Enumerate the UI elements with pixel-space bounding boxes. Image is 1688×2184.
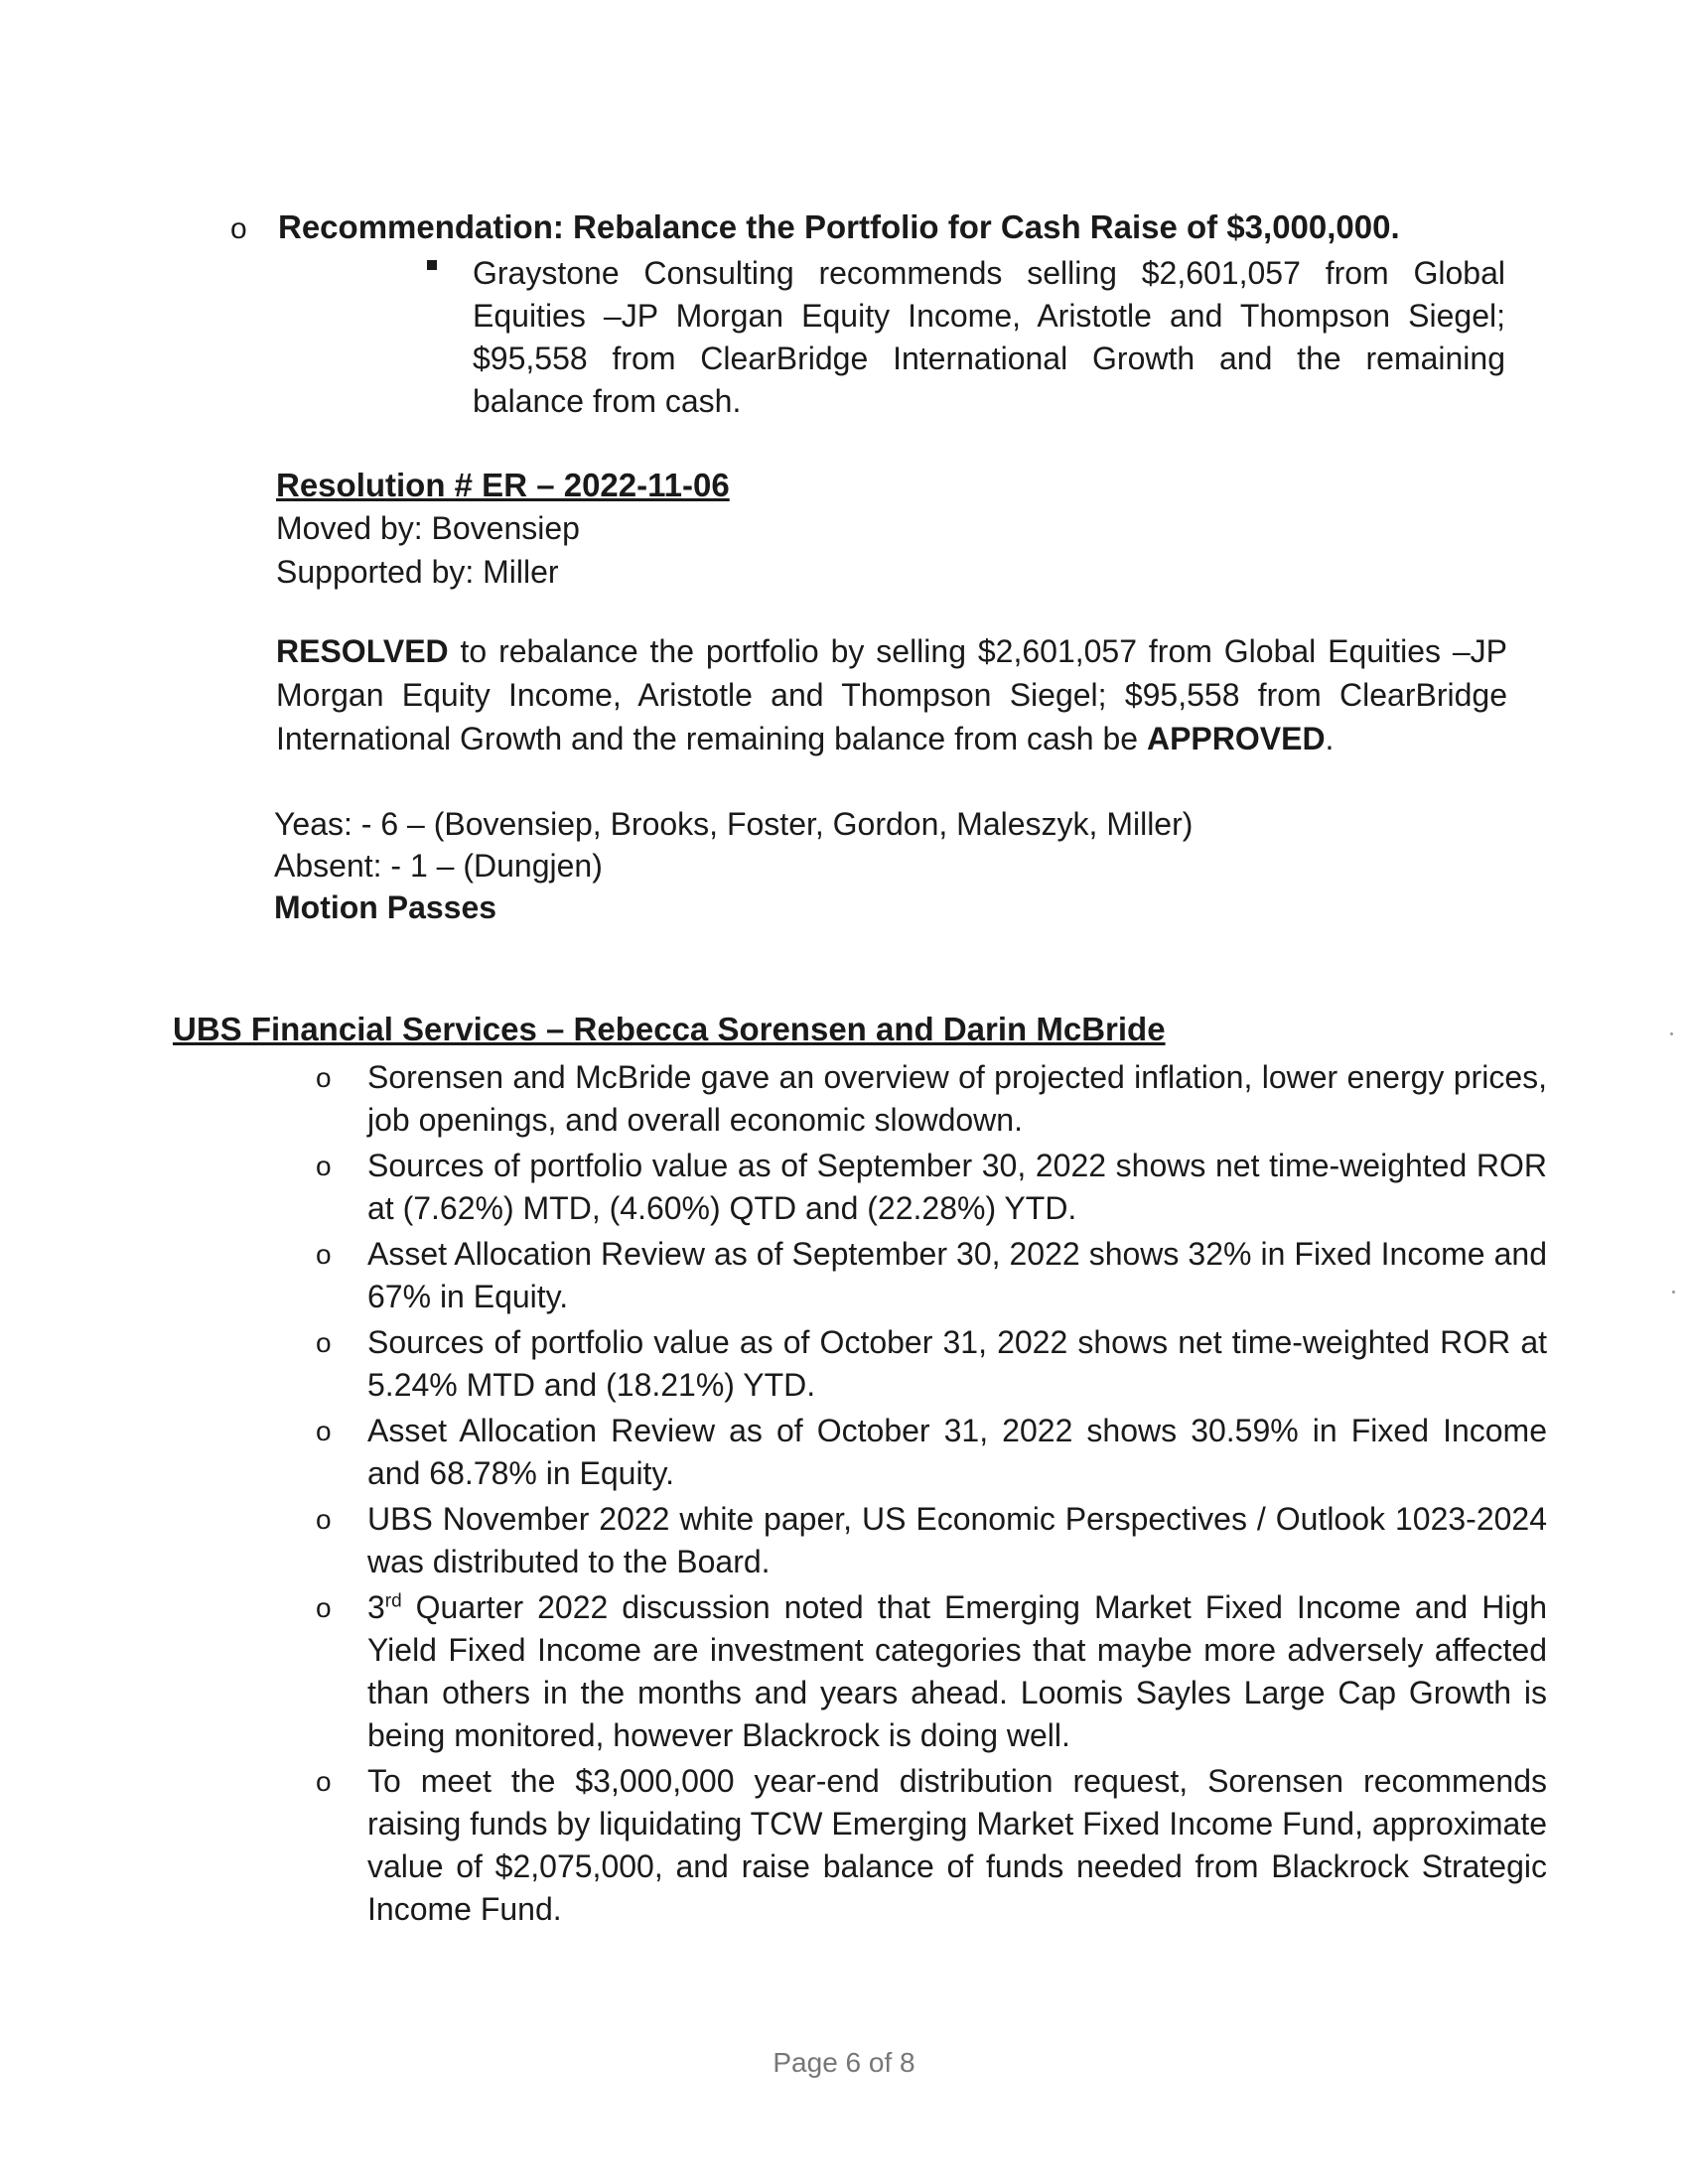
list-bullet: o [316,1239,332,1270]
square-bullet-icon [427,260,437,270]
scan-speck [1672,1291,1675,1294]
scan-speck [1670,1032,1673,1035]
ubs-section-title: UBS Financial Services – Rebecca Sorensen and Darin McBride [173,1011,1166,1047]
list-item [316,1760,1547,1931]
list-item-text: Sources of portfolio value as of September 30, 2022 shows net time-weighted ROR at (7.62%) MTD, (4.60%) QTD and (22.28%) YTD. [367,1148,1547,1226]
recommendation-heading: Recommendation: Rebalance the Portfolio for Cash Raise of $3,000,000. [278,208,1400,245]
approved-end: . [1325,721,1335,756]
list-item-text [367,1586,1547,1757]
supported-by: Supported by: Miller [276,554,559,590]
list-item [316,1498,1547,1583]
motion-outcome: Motion Passes [274,889,497,925]
ordinal-number: 3 [367,1589,385,1625]
list-item-text: Asset Allocation Review as of September 30, 2022 shows 32% in Fixed Income and 67% in Equity. [367,1236,1547,1314]
recommendation-bullet: o [230,212,247,245]
approved-word: APPROVED [1146,721,1326,756]
vote-yeas: Yeas: - 6 – (Bovensiep, Brooks, Foster, Gordon, Maleszyk, Miller) [274,806,1194,842]
list-item [316,1586,1547,1757]
resolved-text: to rebalance the portfolio by selling $2,601,057 from Global Equities –JP Morgan Equity Income, Aristotle and Thompson Siegel; $95,558 from ClearBridge International Growth and the remaining balance from cash be [276,633,1507,756]
resolved-paragraph [276,629,1507,760]
page-number: Page 6 of 8 [773,2047,915,2078]
list-bullet: o [316,1062,332,1093]
list-item [316,1145,1547,1230]
list-item-text: To meet the $3,000,000 year-end distribution request, Sorensen recommends raising funds by liquidating TCW Emerging Market Fixed Income Fund, approximate value of $2,075,000, and raise balance of funds needed from Blackrock Strategic Income Fund. [367,1763,1547,1927]
list-item-text: Sources of portfolio value as of October 31, 2022 shows net time-weighted ROR at 5.24% MTD and (18.21%) YTD. [367,1324,1547,1403]
list-bullet: o [316,1592,332,1623]
list-bullet: o [316,1327,332,1358]
recommendation-detail: Graystone Consulting recommends selling $2,601,057 from Global Equities –JP Morgan Equity Income, Aristotle and Thompson Siegel; $95,558 from ClearBridge International Growth and the remaining balance from cash. [473,255,1505,419]
list-item [316,1321,1547,1407]
resolution-title: Resolution # ER – 2022-11-06 [276,467,730,503]
moved-by: Moved by: Bovensiep [276,510,580,546]
list-bullet: o [316,1151,332,1181]
list-item [316,1410,1547,1495]
list-item [316,1056,1547,1142]
q3-text: Quarter 2022 discussion noted that Emerging Market Fixed Income and High Yield Fixed Income are investment categories that maybe more adversely affected than others in the months and years ahead. Loomis Sayles Large Cap Growth is being monitored, however Blackrock is doing well. [367,1589,1547,1753]
ordinal-suffix: rd [384,1590,402,1612]
ubs-item-list [316,1056,1547,1931]
list-item-text: Asset Allocation Review as of October 31, 2022 shows 30.59% in Fixed Income and 68.78% in Equity. [367,1413,1547,1491]
list-item [316,1233,1547,1318]
resolved-word: RESOLVED [276,633,449,669]
list-bullet: o [316,1504,332,1535]
list-bullet: o [316,1766,332,1797]
vote-absent: Absent: - 1 – (Dungjen) [274,848,603,884]
list-item-text: UBS November 2022 white paper, US Economic Perspectives / Outlook 1023-2024 was distributed to the Board. [367,1501,1547,1579]
list-item-text: Sorensen and McBride gave an overview of projected inflation, lower energy prices, job openings, and overall economic slowdown. [367,1059,1547,1138]
list-bullet: o [316,1416,332,1446]
